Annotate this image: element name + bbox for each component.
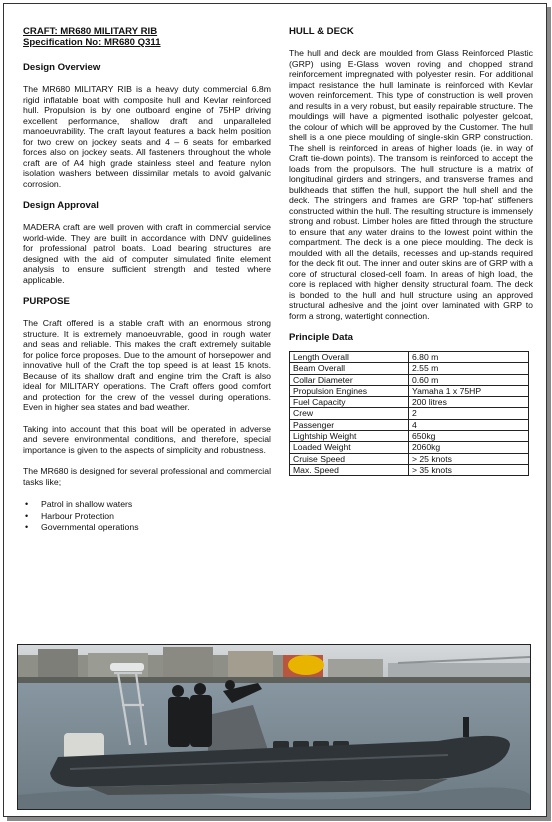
boat-illustration: [18, 645, 530, 809]
task-list-item: • Governmental operations: [23, 522, 271, 534]
table-row: [290, 374, 529, 385]
spec-sheet-page: [3, 3, 547, 817]
row-value: 2.55 m: [409, 363, 529, 374]
purpose-paragraph-3: The MR680 is designed for several professional and commercial tasks like;: [23, 466, 271, 487]
row-value: 0.60 m: [409, 374, 529, 385]
row-value: 4: [409, 419, 529, 430]
table-row: [290, 453, 529, 464]
quay: [18, 677, 530, 683]
task-list: [23, 499, 271, 534]
table-row: [290, 442, 529, 453]
specification-number: Specification No: MR680 Q311: [23, 37, 161, 48]
row-value: > 35 knots: [409, 464, 529, 475]
design-overview-heading: Design Overview: [23, 62, 101, 73]
row-value: 200 litres: [409, 397, 529, 408]
table-row: [290, 408, 529, 419]
table-row: [290, 385, 529, 396]
design-approval-text: MADERA craft are well proven with craft in commercial service world-wide. They are built in accordance with DNV guidelines for professional patrol boats. Load bearing structures are designed with the aid of computer simulated finite element analysis to ensure sufficient strength and tested where applicable.: [23, 222, 271, 285]
building: [38, 649, 78, 677]
row-value: Yamaha 1 x 75HP: [409, 385, 529, 396]
boat-photo: [17, 644, 531, 810]
task-list-item: • Patrol in shallow waters: [23, 499, 271, 511]
design-approval-heading: Design Approval: [23, 200, 99, 211]
row-value: 6.80 m: [409, 352, 529, 363]
table-row: [290, 464, 529, 475]
row-label: Fuel Capacity: [290, 397, 409, 408]
row-label: Crew: [290, 408, 409, 419]
bow-post: [463, 717, 469, 737]
row-label: Propulsion Engines: [290, 385, 409, 396]
building: [163, 647, 213, 677]
row-label: Beam Overall: [290, 363, 409, 374]
row-label: Length Overall: [290, 352, 409, 363]
table-row: [290, 352, 529, 363]
row-value: 2: [409, 408, 529, 419]
yellow-buoy: [288, 655, 324, 675]
purpose-heading: PURPOSE: [23, 296, 70, 307]
purpose-paragraph-2: Taking into account that this boat will be operated in adverse and severe environmental conditions, and therefore, special importance is given to the aspects of simplicity and robustness.: [23, 423, 271, 455]
row-label: Passenger: [290, 419, 409, 430]
row-label: Loaded Weight: [290, 442, 409, 453]
row-value: 650kg: [409, 431, 529, 442]
principle-data-heading: Principle Data: [289, 332, 353, 343]
principle-data-table: [289, 351, 529, 476]
table-row: [290, 431, 529, 442]
row-value: > 25 knots: [409, 453, 529, 464]
craft-title: CRAFT: MR680 MILITARY RIB: [23, 26, 158, 37]
right-column: [289, 26, 533, 476]
building: [228, 651, 273, 677]
hull-deck-text: The hull and deck are moulded from Glass Reinforced Plastic (GRP) using E-Glass woven roving and chopped strand reinforcement impregnated with polyester resin. For additional impact resistance the hull laminate is reinforced with Kevlar woven reinforcement. This type of construction is well proven and results in a very robust, but easily repairable structure. The mouldings will have a pigmented isothalic polyester gelcoat, the colour of which will be approved by the Customer. The hull shell is a one piece moulding of single-skin GRP construction. The shell is reinforced in areas of higher loads (ie. in way of Craft tie-down points). The transom is reinforced to accept the loads from the propulsors. The hull structure is a matrix of longitudinal girders and stringers, and transverse frames and bulkheads that stiffen the hull, support the hull shell and the deck. The stringers and frames are GRP 'top-hat' stiffeners constructed within the hull. The resulting structure is immensely strong and robust. Limber holes are fitted through the structure to ensure that any water drains to the lowest point within the compartment. The deck is a one piece moulding. The deck is moulded with all the details, recesses and up-stands required for the deck fit out. The inner and outer skins are of GRP with a core of structural closed-cell foam. In areas of high load, the core is replaced with higher density structural foam. The deck is bonded to the hull and hull structure using an approved structural adhesive and the joint over laminated with GRP to form a strong, watertight connection.: [289, 48, 533, 321]
building: [328, 659, 383, 677]
row-label: Cruise Speed: [290, 453, 409, 464]
left-column: [23, 26, 271, 534]
row-label: Lightship Weight: [290, 431, 409, 442]
table-row: [290, 419, 529, 430]
radar-dome: [110, 663, 144, 671]
row-label: Collar Diameter: [290, 374, 409, 385]
row-value: 2060kg: [409, 442, 529, 453]
table-row: [290, 397, 529, 408]
task-list-item: • Harbour Protection: [23, 511, 271, 523]
table-row: [290, 363, 529, 374]
far-shore: [388, 663, 530, 677]
design-overview-text: The MR680 MILITARY RIB is a heavy duty commercial 6.8m rigid inflatable boat with composite hull and Kevlar reinforced hull. Propulsion is by one outboard engine of 75HP driving excellent performance, shallow draft and unparalleled manoeuvrability. The craft layout features a back helm position for two crew on jockey seats and 4 – 6 seats for embarked forces also on jockey seats. All fasteners throughout the whole craft are of A4 high grade stainless steel and feature nylon isolation washers between dissimilar metals to avoid galvanic corrosion.: [23, 84, 271, 189]
row-label: Max. Speed: [290, 464, 409, 475]
hull-deck-heading: HULL & DECK: [289, 26, 354, 37]
purpose-paragraph-1: The Craft offered is a stable craft with an enormous strong structure. It is extremely manoeuvrable, good in rough water and seas and reliable. This makes the craft extremely suitable for police force proposes. Due to the amount of horsepower and innovative hull of the Craft the top speed is at least 15 knots. Because of its shallow draft and engine trim the Craft is also ideal for MILITARY operations. The Craft offers good comfort and protection for the crew of the vessel during operations. Even in higher sea states and bad weather.: [23, 318, 271, 412]
